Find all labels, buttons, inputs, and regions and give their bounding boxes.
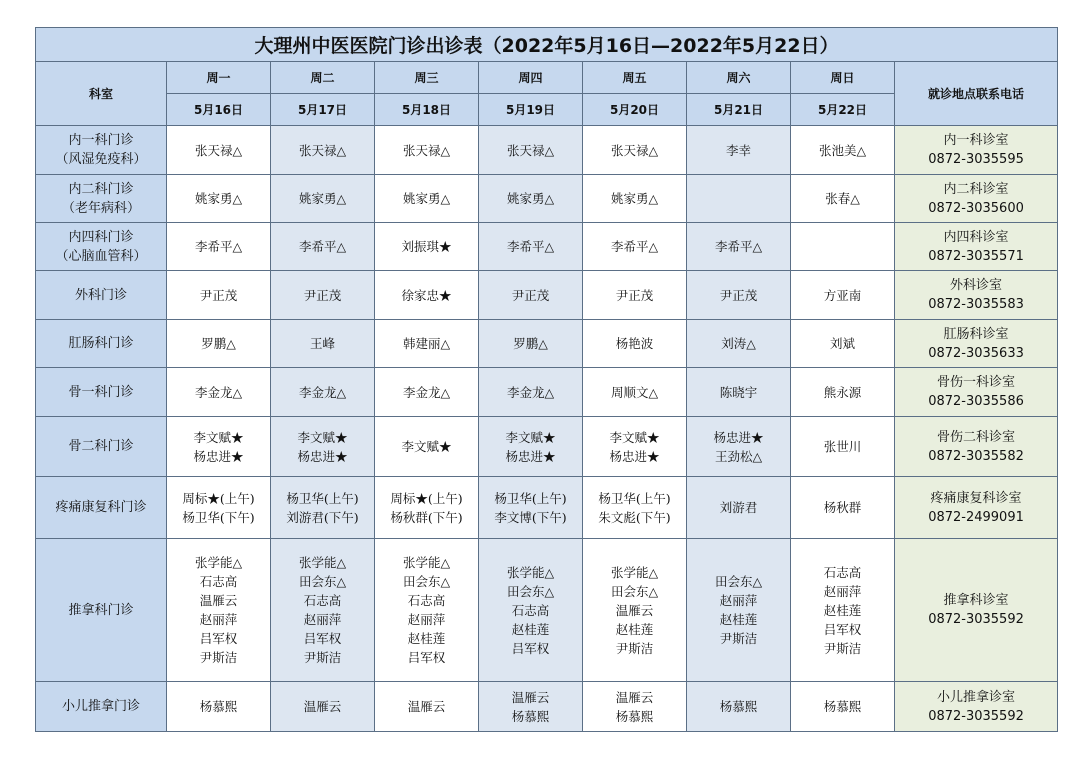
doctor-name: 尹斯洁 bbox=[199, 650, 238, 665]
table-row bbox=[36, 477, 1058, 539]
doctor-name: 张天禄△ bbox=[194, 142, 243, 158]
dept-header: 科室 bbox=[36, 62, 167, 126]
contact-line: 0872-3035633 bbox=[928, 345, 1024, 361]
doctor-cell bbox=[791, 320, 895, 368]
doctor-name: 李文博(下午) bbox=[494, 509, 567, 525]
doctor-name: 张学能△ bbox=[298, 555, 347, 570]
doctor-cell bbox=[167, 175, 271, 223]
table-row bbox=[36, 126, 1058, 175]
table-row bbox=[36, 320, 1058, 368]
doctor-name: 赵丽萍 bbox=[407, 612, 446, 627]
doctor-cell bbox=[479, 126, 583, 175]
doctor-cell bbox=[375, 682, 479, 732]
doctor-cell bbox=[583, 539, 687, 682]
date-header: 5月17日 bbox=[271, 94, 375, 126]
doctor-name: 李文赋★ bbox=[609, 429, 660, 445]
doctor-name: 杨慕熙 bbox=[719, 699, 758, 714]
contact-line: 0872-3035592 bbox=[928, 708, 1024, 724]
doctor-cell bbox=[479, 271, 583, 320]
doctor-cell bbox=[271, 682, 375, 732]
table-row bbox=[36, 223, 1058, 271]
dept-cell bbox=[36, 320, 167, 368]
doctor-name: 尹正茂 bbox=[511, 287, 550, 303]
doctor-name: 刘振琪★ bbox=[401, 239, 452, 254]
contact-line: 外科诊室 bbox=[950, 278, 1003, 293]
doctor-name: 张春△ bbox=[825, 191, 860, 206]
doctor-name: 温雁云 bbox=[615, 689, 654, 705]
date-header: 5月19日 bbox=[479, 94, 583, 126]
doctor-cell bbox=[271, 223, 375, 271]
dept-name: 推拿科门诊 bbox=[68, 602, 134, 618]
doctor-name: 温雁云 bbox=[303, 699, 342, 714]
dept-cell bbox=[36, 175, 167, 223]
doctor-cell bbox=[791, 223, 895, 271]
doctor-name: 李希平△ bbox=[714, 239, 763, 254]
doctor-cell bbox=[271, 417, 375, 477]
weekday-header: 周四 bbox=[479, 62, 583, 94]
table-row bbox=[36, 175, 1058, 223]
contact-cell bbox=[895, 539, 1058, 682]
doctor-name: 罗鹏△ bbox=[513, 336, 548, 351]
dept-name: （风湿免疫科） bbox=[55, 152, 147, 167]
doctor-cell bbox=[583, 271, 687, 320]
doctor-name: 杨秋群 bbox=[823, 500, 862, 515]
doctor-name: 李希平△ bbox=[194, 239, 243, 254]
doctor-name: 李幸 bbox=[725, 142, 751, 158]
doctor-name: 田会东△ bbox=[298, 574, 347, 589]
dept-name: 疼痛康复科门诊 bbox=[55, 500, 147, 515]
dept-name: 小儿推拿门诊 bbox=[61, 699, 140, 714]
weekday-header: 周三 bbox=[375, 62, 479, 94]
doctor-cell bbox=[271, 271, 375, 320]
contact-line: 0872-3035592 bbox=[928, 612, 1024, 627]
doctor-cell bbox=[687, 126, 791, 175]
doctor-name: 田会东△ bbox=[506, 583, 555, 599]
table-row bbox=[36, 539, 1058, 682]
weekday-header: 周一 bbox=[167, 62, 271, 94]
doctor-name: 杨忠进★ bbox=[193, 448, 244, 464]
doctor-name: 李文赋★ bbox=[297, 429, 348, 445]
doctor-cell bbox=[583, 223, 687, 271]
contact-line: 推拿科诊室 bbox=[943, 593, 1009, 608]
table-row bbox=[36, 368, 1058, 417]
dept-cell bbox=[36, 477, 167, 539]
doctor-name: 杨慕熙 bbox=[199, 699, 238, 714]
doctor-cell bbox=[583, 320, 687, 368]
doctor-name: 张天禄△ bbox=[610, 142, 659, 158]
doctor-name: 姚家勇△ bbox=[610, 191, 659, 206]
doctor-name: 赵丽萍 bbox=[303, 612, 342, 627]
doctor-name: 刘斌 bbox=[829, 336, 855, 351]
doctor-cell bbox=[479, 368, 583, 417]
contact-line: 0872-3035571 bbox=[928, 248, 1024, 264]
contact-cell bbox=[895, 126, 1058, 175]
contact-line: 疼痛康复科诊室 bbox=[930, 490, 1022, 506]
dept-cell bbox=[36, 539, 167, 682]
doctor-cell bbox=[375, 320, 479, 368]
contact-line: 0872-2499091 bbox=[928, 509, 1024, 525]
date-header: 5月18日 bbox=[375, 94, 479, 126]
doctor-name: 李文赋★ bbox=[193, 429, 244, 445]
doctor-name: 杨艳波 bbox=[615, 336, 654, 351]
doctor-cell bbox=[479, 682, 583, 732]
doctor-name: 徐家忠★ bbox=[401, 287, 452, 303]
doctor-name: 陈晓宇 bbox=[719, 384, 758, 400]
doctor-cell bbox=[167, 271, 271, 320]
contact-line: 0872-3035582 bbox=[928, 448, 1024, 464]
contact-cell bbox=[895, 320, 1058, 368]
doctor-name: 李金龙△ bbox=[194, 384, 243, 400]
doctor-name: 赵桂莲 bbox=[615, 621, 654, 637]
doctor-name: 石志高 bbox=[407, 593, 446, 608]
doctor-name: 杨忠进★ bbox=[297, 448, 348, 464]
doctor-cell bbox=[271, 320, 375, 368]
dept-name: （老年病科） bbox=[61, 200, 140, 216]
dept-name: 骨一科门诊 bbox=[68, 384, 134, 400]
doctor-name: 吕军权 bbox=[303, 631, 342, 646]
doctor-name: 吕军权 bbox=[199, 631, 238, 646]
dept-cell bbox=[36, 682, 167, 732]
contact-line: 骨伤二科诊室 bbox=[937, 429, 1016, 445]
doctor-cell bbox=[167, 126, 271, 175]
doctor-name: 杨卫华(上午) bbox=[494, 490, 567, 506]
doctor-cell bbox=[791, 539, 895, 682]
doctor-cell bbox=[479, 223, 583, 271]
doctor-name: 尹正茂 bbox=[615, 287, 654, 303]
doctor-cell bbox=[791, 417, 895, 477]
doctor-name: 姚家勇△ bbox=[298, 191, 347, 206]
doctor-name: 姚家勇△ bbox=[194, 191, 243, 206]
doctor-name: 刘游君(下午) bbox=[286, 509, 359, 525]
doctor-cell bbox=[583, 682, 687, 732]
doctor-name: 张池美△ bbox=[818, 142, 867, 158]
doctor-cell bbox=[687, 271, 791, 320]
doctor-name: 杨慕熙 bbox=[615, 708, 654, 724]
doctor-cell bbox=[479, 175, 583, 223]
doctor-name: 杨秋群(下午) bbox=[390, 509, 463, 525]
doctor-cell bbox=[583, 368, 687, 417]
contact-line: 0872-3035595 bbox=[928, 152, 1024, 167]
doctor-name: 李文赋★ bbox=[401, 439, 452, 454]
doctor-name: 尹斯洁 bbox=[719, 631, 758, 646]
doctor-name: 赵桂莲 bbox=[407, 631, 446, 646]
doctor-cell bbox=[167, 477, 271, 539]
doctor-cell bbox=[583, 477, 687, 539]
doctor-cell bbox=[271, 175, 375, 223]
doctor-name: 杨慕熙 bbox=[823, 699, 862, 714]
doctor-cell bbox=[167, 368, 271, 417]
doctor-name: 赵丽萍 bbox=[199, 612, 238, 627]
table-row bbox=[36, 417, 1058, 477]
doctor-name: 杨忠进★ bbox=[713, 429, 764, 445]
doctor-cell bbox=[375, 271, 479, 320]
doctor-name: 温雁云 bbox=[511, 689, 550, 705]
contact-cell bbox=[895, 175, 1058, 223]
doctor-name: 熊永源 bbox=[823, 384, 862, 400]
doctor-name: 吕军权 bbox=[407, 650, 446, 665]
doctor-name: 张世川 bbox=[823, 439, 862, 454]
dept-cell bbox=[36, 223, 167, 271]
doctor-cell bbox=[271, 477, 375, 539]
doctor-name: 杨忠进★ bbox=[505, 448, 556, 464]
dept-cell bbox=[36, 126, 167, 175]
doctor-cell bbox=[791, 477, 895, 539]
dept-name: 骨二科门诊 bbox=[68, 439, 134, 454]
dept-name: 肛肠科门诊 bbox=[68, 336, 134, 351]
contact-line: 内二科诊室 bbox=[943, 181, 1009, 197]
doctor-name: 温雁云 bbox=[407, 699, 446, 714]
doctor-name: 姚家勇△ bbox=[402, 191, 451, 206]
doctor-cell bbox=[167, 682, 271, 732]
dept-name: 内四科门诊 bbox=[68, 229, 134, 245]
dept-cell bbox=[36, 271, 167, 320]
weekday-header: 周五 bbox=[583, 62, 687, 94]
doctor-cell bbox=[791, 682, 895, 732]
doctor-cell bbox=[687, 320, 791, 368]
doctor-name: 周顺文△ bbox=[610, 384, 659, 400]
doctor-name: 杨慕熙 bbox=[511, 708, 550, 724]
doctor-name: 李金龙△ bbox=[298, 384, 347, 400]
doctor-cell bbox=[791, 368, 895, 417]
doctor-name: 温雁云 bbox=[199, 593, 238, 608]
doctor-name: 刘游君 bbox=[719, 500, 758, 515]
doctor-name: 韩建丽△ bbox=[402, 336, 451, 351]
date-header: 5月20日 bbox=[583, 94, 687, 126]
doctor-cell bbox=[375, 417, 479, 477]
doctor-name: 杨卫华(上午) bbox=[598, 490, 671, 506]
doctor-name: 张学能△ bbox=[194, 555, 243, 570]
dept-name: 内一科门诊 bbox=[68, 133, 134, 148]
doctor-name: 赵桂莲 bbox=[511, 621, 550, 637]
contact-cell bbox=[895, 271, 1058, 320]
doctor-name: 杨忠进★ bbox=[609, 448, 660, 464]
doctor-cell bbox=[167, 320, 271, 368]
doctor-cell bbox=[271, 126, 375, 175]
doctor-cell bbox=[687, 368, 791, 417]
doctor-name: 温雁云 bbox=[615, 602, 654, 618]
doctor-name: 李金龙△ bbox=[506, 384, 555, 400]
doctor-name: 石志高 bbox=[823, 564, 862, 580]
doctor-cell bbox=[583, 126, 687, 175]
doctor-name: 田会东△ bbox=[714, 574, 763, 589]
doctor-cell bbox=[167, 539, 271, 682]
doctor-name: 张天禄△ bbox=[298, 142, 347, 158]
doctor-name: 朱文彪(下午) bbox=[598, 509, 671, 525]
doctor-name: 张学能△ bbox=[610, 564, 659, 580]
weekday-header: 周六 bbox=[687, 62, 791, 94]
contact-line: 0872-3035583 bbox=[928, 297, 1024, 312]
doctor-cell bbox=[271, 368, 375, 417]
doctor-name: 石志高 bbox=[199, 574, 238, 589]
doctor-name: 李金龙△ bbox=[402, 384, 451, 400]
doctor-name: 尹斯洁 bbox=[823, 640, 862, 656]
date-header: 5月21日 bbox=[687, 94, 791, 126]
doctor-name: 李希平△ bbox=[298, 239, 347, 254]
dept-cell bbox=[36, 417, 167, 477]
contact-line: 肛肠科诊室 bbox=[943, 326, 1009, 342]
doctor-name: 王劲松△ bbox=[714, 448, 763, 464]
contact-cell bbox=[895, 477, 1058, 539]
doctor-cell bbox=[375, 539, 479, 682]
doctor-name: 赵丽萍 bbox=[823, 583, 862, 599]
doctor-name: 王峰 bbox=[309, 336, 335, 351]
doctor-cell bbox=[791, 126, 895, 175]
contact-line: 小儿推拿诊室 bbox=[937, 689, 1016, 705]
doctor-cell bbox=[479, 417, 583, 477]
doctor-name: 李文赋★ bbox=[505, 429, 556, 445]
doctor-cell bbox=[687, 223, 791, 271]
doctor-name: 方亚南 bbox=[823, 287, 862, 303]
doctor-name: 姚家勇△ bbox=[506, 191, 555, 206]
doctor-name: 石志高 bbox=[303, 593, 342, 608]
table-title: 大理州中医医院门诊出诊表（2022年5月16日—2022年5月22日） bbox=[36, 28, 1058, 62]
doctor-name: 刘涛△ bbox=[721, 336, 756, 351]
doctor-cell bbox=[271, 539, 375, 682]
doctor-name: 赵桂莲 bbox=[719, 612, 758, 627]
date-header: 5月16日 bbox=[167, 94, 271, 126]
contact-line: 0872-3035600 bbox=[928, 200, 1024, 216]
dept-name: （心脑血管科） bbox=[55, 248, 147, 264]
doctor-cell bbox=[687, 477, 791, 539]
doctor-name: 尹正茂 bbox=[303, 287, 342, 303]
doctor-cell bbox=[687, 539, 791, 682]
doctor-cell bbox=[583, 175, 687, 223]
doctor-name: 罗鹏△ bbox=[201, 336, 236, 351]
doctor-cell bbox=[167, 417, 271, 477]
doctor-name: 李希平△ bbox=[610, 239, 659, 254]
doctor-cell bbox=[791, 271, 895, 320]
doctor-cell bbox=[167, 223, 271, 271]
contact-cell bbox=[895, 368, 1058, 417]
contact-line: 内一科诊室 bbox=[943, 133, 1009, 148]
doctor-name: 李希平△ bbox=[506, 239, 555, 254]
weekday-header: 周日 bbox=[791, 62, 895, 94]
doctor-name: 田会东△ bbox=[402, 574, 451, 589]
dept-name: 外科门诊 bbox=[74, 287, 127, 303]
doctor-cell bbox=[375, 477, 479, 539]
doctor-cell bbox=[375, 368, 479, 417]
doctor-name: 石志高 bbox=[511, 602, 550, 618]
table-row bbox=[36, 682, 1058, 732]
doctor-name: 赵丽萍 bbox=[719, 593, 758, 608]
contact-cell bbox=[895, 417, 1058, 477]
dept-name: 内二科门诊 bbox=[68, 181, 134, 197]
contact-line: 内四科诊室 bbox=[943, 229, 1009, 245]
contact-line: 0872-3035586 bbox=[928, 394, 1024, 409]
doctor-name: 张学能△ bbox=[402, 555, 451, 570]
doctor-name: 田会东△ bbox=[610, 583, 659, 599]
doctor-name: 尹正茂 bbox=[719, 287, 758, 303]
doctor-cell bbox=[375, 175, 479, 223]
dept-cell bbox=[36, 368, 167, 417]
doctor-cell bbox=[791, 175, 895, 223]
doctor-name: 杨卫华(上午) bbox=[286, 490, 359, 506]
doctor-name: 张天禄△ bbox=[402, 142, 451, 158]
table-row bbox=[36, 271, 1058, 320]
doctor-name: 尹正茂 bbox=[199, 287, 238, 303]
contact-line: 骨伤一科诊室 bbox=[937, 375, 1016, 390]
doctor-name: 吕军权 bbox=[511, 640, 550, 656]
doctor-cell bbox=[375, 126, 479, 175]
doctor-name: 杨卫华(下午) bbox=[182, 509, 255, 525]
date-header: 5月22日 bbox=[791, 94, 895, 126]
doctor-cell bbox=[687, 175, 791, 223]
doctor-cell bbox=[375, 223, 479, 271]
doctor-name: 张天禄△ bbox=[506, 142, 555, 158]
doctor-cell bbox=[479, 539, 583, 682]
doctor-name: 尹斯洁 bbox=[615, 640, 654, 656]
doctor-cell bbox=[479, 320, 583, 368]
schedule-table bbox=[35, 27, 1058, 732]
weekday-header: 周二 bbox=[271, 62, 375, 94]
contact-cell bbox=[895, 682, 1058, 732]
doctor-name: 周标★(上午) bbox=[390, 490, 463, 506]
doctor-cell bbox=[479, 477, 583, 539]
doctor-name: 赵桂莲 bbox=[823, 602, 862, 618]
doctor-cell bbox=[583, 417, 687, 477]
doctor-name: 张学能△ bbox=[506, 564, 555, 580]
contact-cell bbox=[895, 223, 1058, 271]
doctor-name: 周标★(上午) bbox=[182, 490, 255, 506]
contact-header: 就诊地点联系电话 bbox=[895, 62, 1058, 126]
doctor-name: 吕军权 bbox=[823, 621, 862, 637]
doctor-name: 尹斯洁 bbox=[303, 650, 342, 665]
doctor-cell bbox=[687, 417, 791, 477]
doctor-cell bbox=[687, 682, 791, 732]
